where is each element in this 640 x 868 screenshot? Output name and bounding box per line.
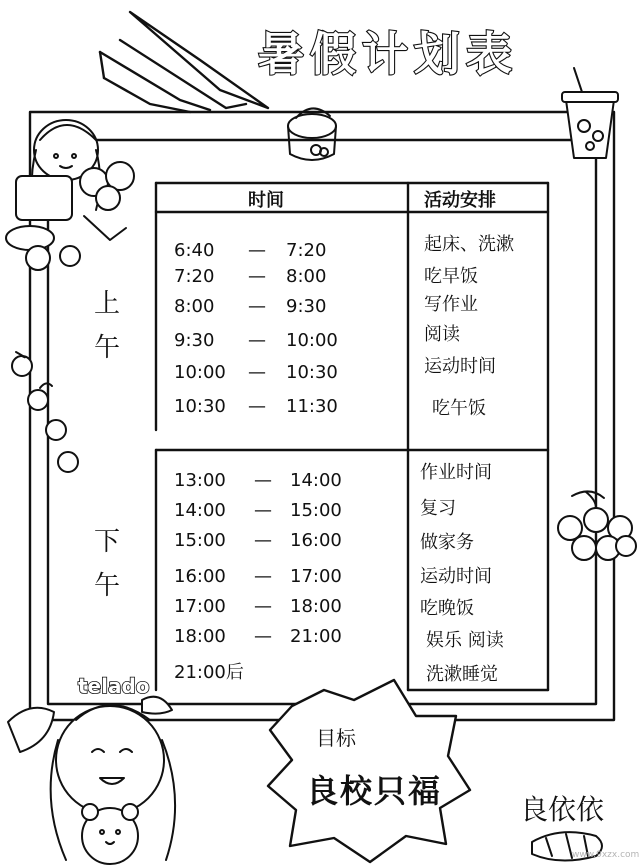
arrow-decoration-icon xyxy=(100,12,268,112)
watermark: www.9xzx.com xyxy=(572,850,640,860)
activity-cell: 吃晚饭 xyxy=(420,598,474,619)
goal-text: 良校只福 xyxy=(306,772,443,810)
drink-cup-icon xyxy=(562,68,618,158)
inner-frame xyxy=(48,140,596,704)
activity-cell: 洗漱睡觉 xyxy=(426,664,498,685)
sticker-text: telado xyxy=(78,674,150,698)
goal-label: 目标 xyxy=(316,726,356,750)
summer-plan-page: 暑假计划表 时间 活动安排 上 午 下 午 6:40 — 7:20 7:20 — 8:00 8:00 — 9:30 9:30 — 10:00 10:00 — 10:30 10:30 — 11:30 起床、洗漱 吃早饭 写作业 阅读 运动时间 吃午饭 13:00 — 14:00 14:00 — 15:00 15:00 — 16:00 16:00 — 17:00 17:00 — 18:00 18:00 — 21:00 21:00后 作业时间 复习 做家务 运动时间 吃晚饭 娱乐 阅读 洗漱睡觉 telado 目标 良校只福 良依依 www.9xzx.com xyxy=(0,0,640,868)
page-title: 暑假计划表 xyxy=(258,27,518,81)
peach-vine-icon xyxy=(12,352,78,472)
girl-with-teddy-bear-icon xyxy=(8,697,175,864)
activity-cell: 写作业 xyxy=(424,294,478,315)
activity-cell: 吃早饭 xyxy=(424,266,478,287)
cookie-tin-icon xyxy=(288,108,336,160)
header-activity: 活动安排 xyxy=(424,190,496,211)
girl-with-fruit-basket-icon xyxy=(6,120,134,270)
activity-cell: 吃午饭 xyxy=(432,398,486,419)
activity-cell: 作业时间 xyxy=(420,462,492,483)
activity-cell: 起床、洗漱 xyxy=(424,234,514,255)
signature: 良依依 xyxy=(520,793,605,826)
period-label-morning: 上 午 xyxy=(93,289,120,363)
activity-cell: 复习 xyxy=(420,498,456,519)
activity-cell: 阅读 xyxy=(424,324,460,345)
activity-cell: 娱乐 阅读 xyxy=(426,630,504,651)
period-label-afternoon: 下 午 xyxy=(93,527,120,601)
activity-cell: 运动时间 xyxy=(424,356,496,377)
activity-cell: 做家务 xyxy=(420,532,474,553)
activity-cell: 运动时间 xyxy=(420,566,492,587)
header-time: 时间 xyxy=(248,190,284,211)
